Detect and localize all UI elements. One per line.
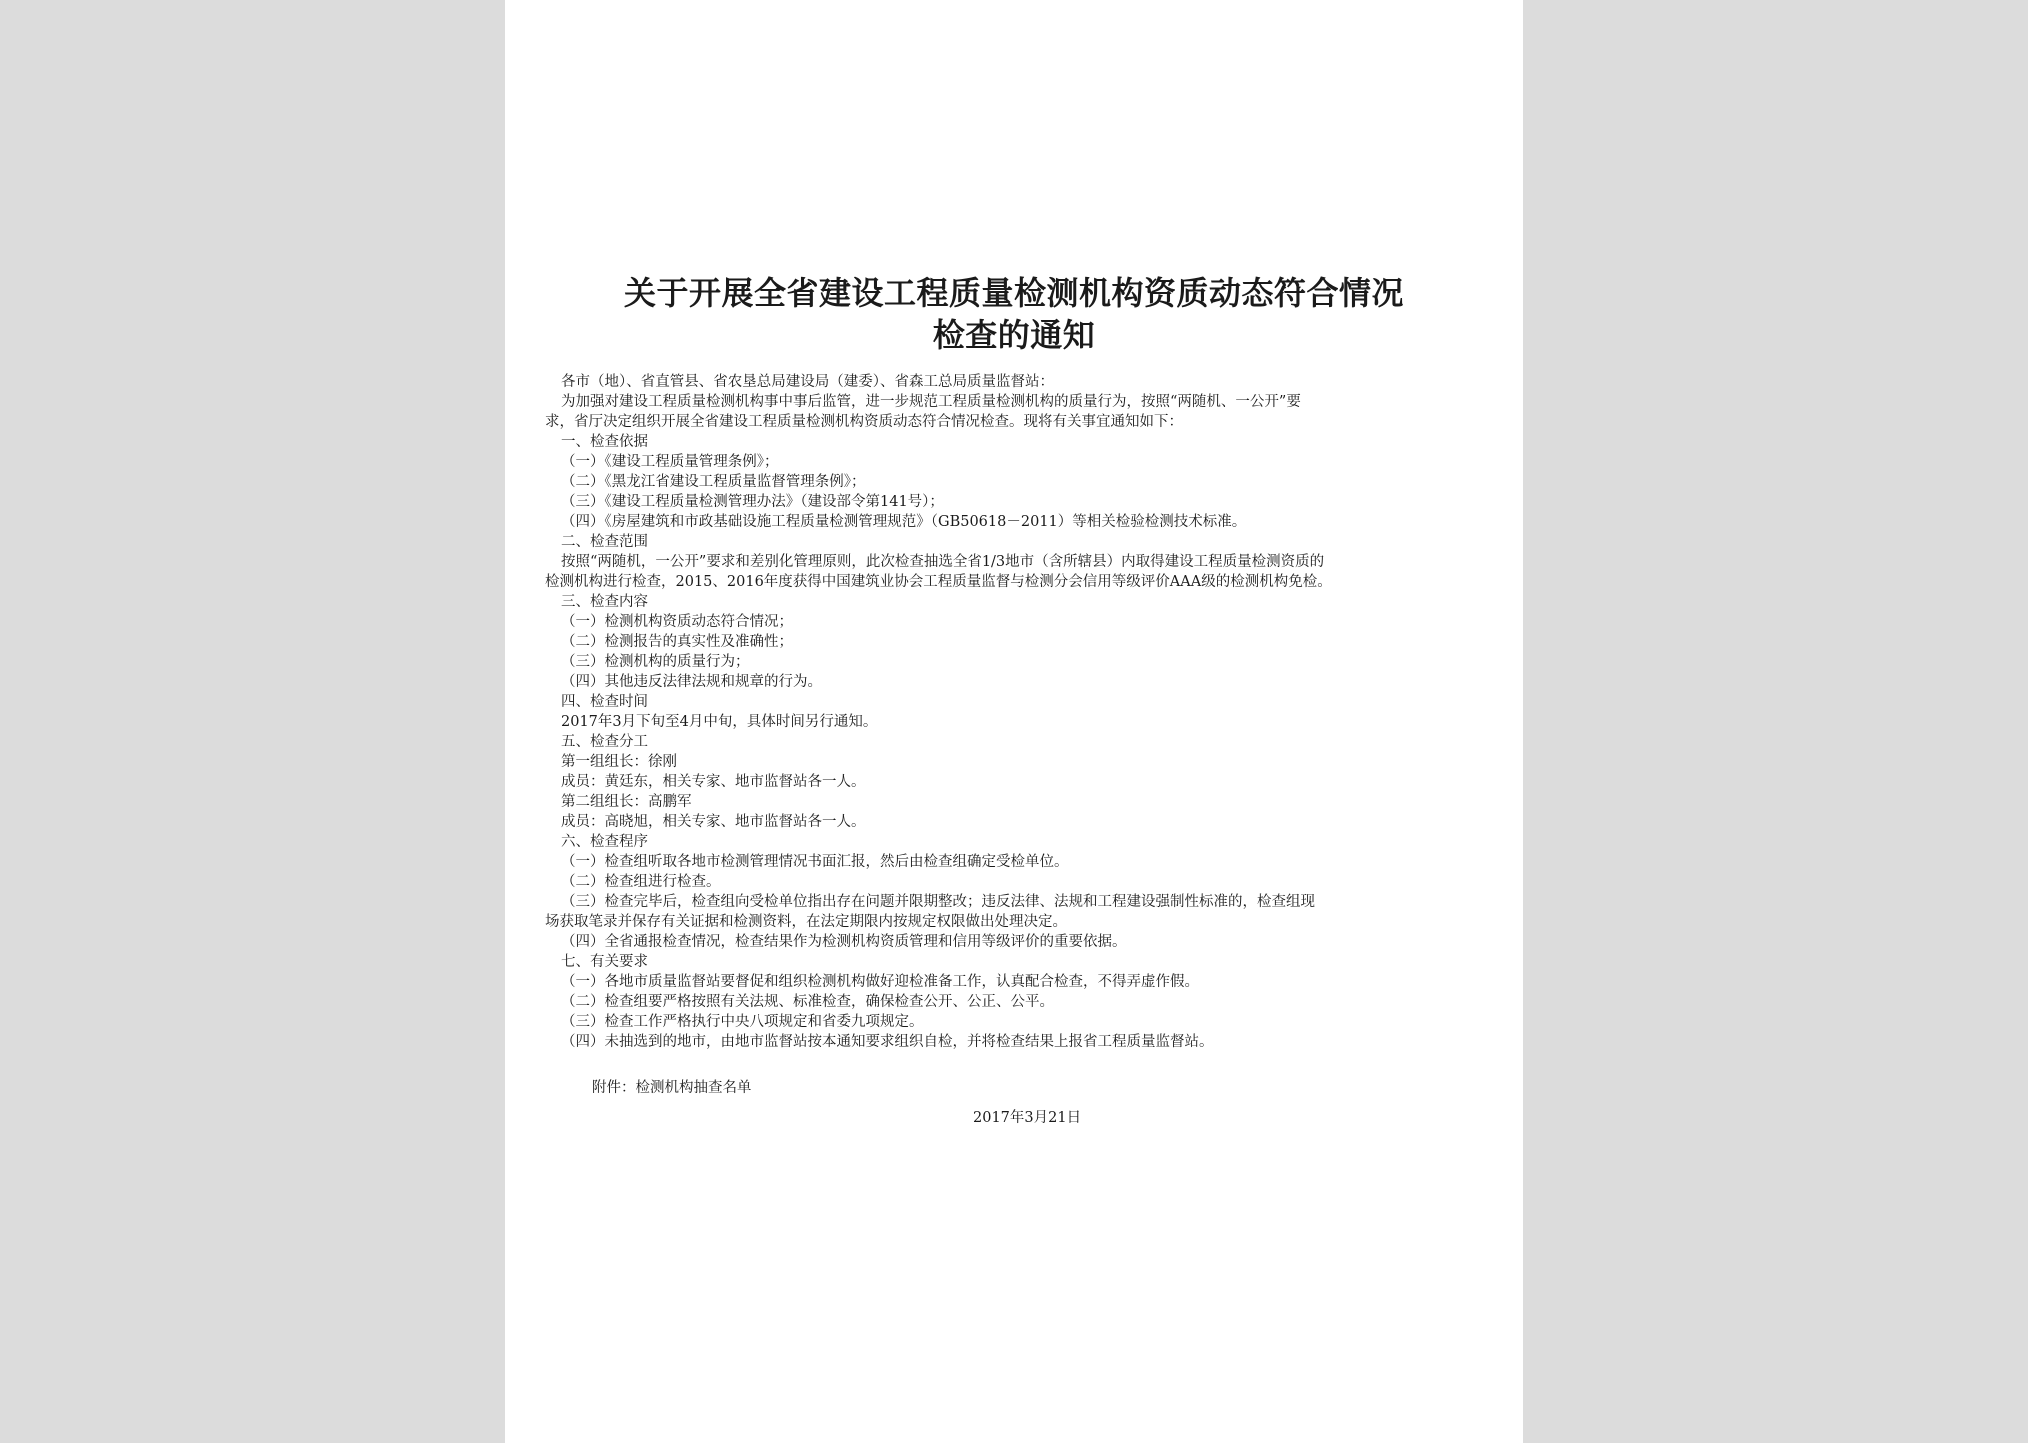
section-heading: 四、检查时间: [561, 694, 648, 710]
paragraph-line: 为加强对建设工程质量检测机构事中事后监管，进一步规范工程质量检测机构的质量行为，按照“两随机、一公开”要: [561, 394, 1301, 410]
list-item: （二）《黑龙江省建设工程质量监督管理条例》；: [561, 474, 866, 490]
paragraph-line: 第一组组长：徐刚: [561, 754, 677, 770]
section-heading: 三、检查内容: [561, 594, 648, 610]
paragraph-line: 场获取笔录并保存有关证据和检测资料，在法定期限内按规定权限做出处理决定。: [545, 914, 1067, 930]
paragraph-line: 检测机构进行检查，2015、2016年度获得中国建筑业协会工程质量监督与检测分会信用等级评价AAA级的检测机构免检。: [545, 574, 1332, 590]
paragraph-line: 求，省厅决定组织开展全省建设工程质量检测机构资质动态符合情况检查。现将有关事宜通知如下：: [545, 414, 1183, 430]
list-item: （一）《建设工程质量管理条例》；: [561, 454, 779, 470]
section-heading: 七、有关要求: [561, 954, 648, 970]
list-item: （三）检测机构的质量行为；: [561, 654, 750, 670]
list-item: （三）《建设工程质量检测管理办法》（建设部令第141号）；: [561, 494, 944, 510]
list-item: （二）检查组进行检查。: [561, 874, 721, 890]
list-item: （三）检查工作严格执行中央八项规定和省委九项规定。: [561, 1014, 924, 1030]
list-item: （四）全省通报检查情况，检查结果作为检测机构资质管理和信用等级评价的重要依据。: [561, 934, 1127, 950]
paragraph-line: 成员：高晓旭，相关专家、地市监督站各一人。: [561, 814, 866, 830]
salutation: 各市（地）、省直管县、省农垦总局建设局（建委）、省森工总局质量监督站：: [561, 374, 1054, 390]
list-item: （四）其他违反法律法规和规章的行为。: [561, 674, 822, 690]
document-page: [505, 0, 1523, 1443]
attachment-note: 附件：检测机构抽查名单: [592, 1080, 752, 1096]
document-title-line-2: 检查的通知: [932, 316, 1096, 354]
list-item: （四）未抽选到的地市，由地市监督站按本通知要求组织自检，并将检查结果上报省工程质量监督站。: [561, 1034, 1214, 1050]
section-heading: 五、检查分工: [561, 734, 648, 750]
list-item: （二）检查组要严格按照有关法规、标准检查，确保检查公开、公正、公平。: [561, 994, 1054, 1010]
section-heading: 二、检查范围: [561, 534, 648, 550]
paragraph-line: 成员：黄廷东，相关专家、地市监督站各一人。: [561, 774, 866, 790]
list-item: （四）《房屋建筑和市政基础设施工程质量检测管理规范》（GB50618－2011）等相关检验检测技术标准。: [561, 514, 1247, 530]
document-date: 2017年3月21日: [973, 1110, 1082, 1126]
section-heading: 六、检查程序: [561, 834, 648, 850]
document-title-line-1: 关于开展全省建设工程质量检测机构资质动态符合情况: [623, 274, 1404, 312]
paragraph-line: 按照“两随机，一公开”要求和差别化管理原则，此次检查抽选全省1/3地市（含所辖县）内取得建设工程质量检测资质的: [561, 554, 1325, 570]
paragraph-line: 第二组组长：高鹏军: [561, 794, 692, 810]
paragraph-line: 2017年3月下旬至4月中旬，具体时间另行通知。: [561, 714, 878, 730]
list-item: （一）检查组听取各地市检测管理情况书面汇报，然后由检查组确定受检单位。: [561, 854, 1069, 870]
list-item: （一）检测机构资质动态符合情况；: [561, 614, 793, 630]
list-item: （二）检测报告的真实性及准确性；: [561, 634, 793, 650]
section-heading: 一、检查依据: [561, 434, 648, 450]
list-item: （三）检查完毕后，检查组向受检单位指出存在问题并限期整改；违反法律、法规和工程建设强制性标准的，检查组现: [561, 894, 1315, 910]
list-item: （一）各地市质量监督站要督促和组织检测机构做好迎检准备工作，认真配合检查，不得弄虚作假。: [561, 974, 1199, 990]
